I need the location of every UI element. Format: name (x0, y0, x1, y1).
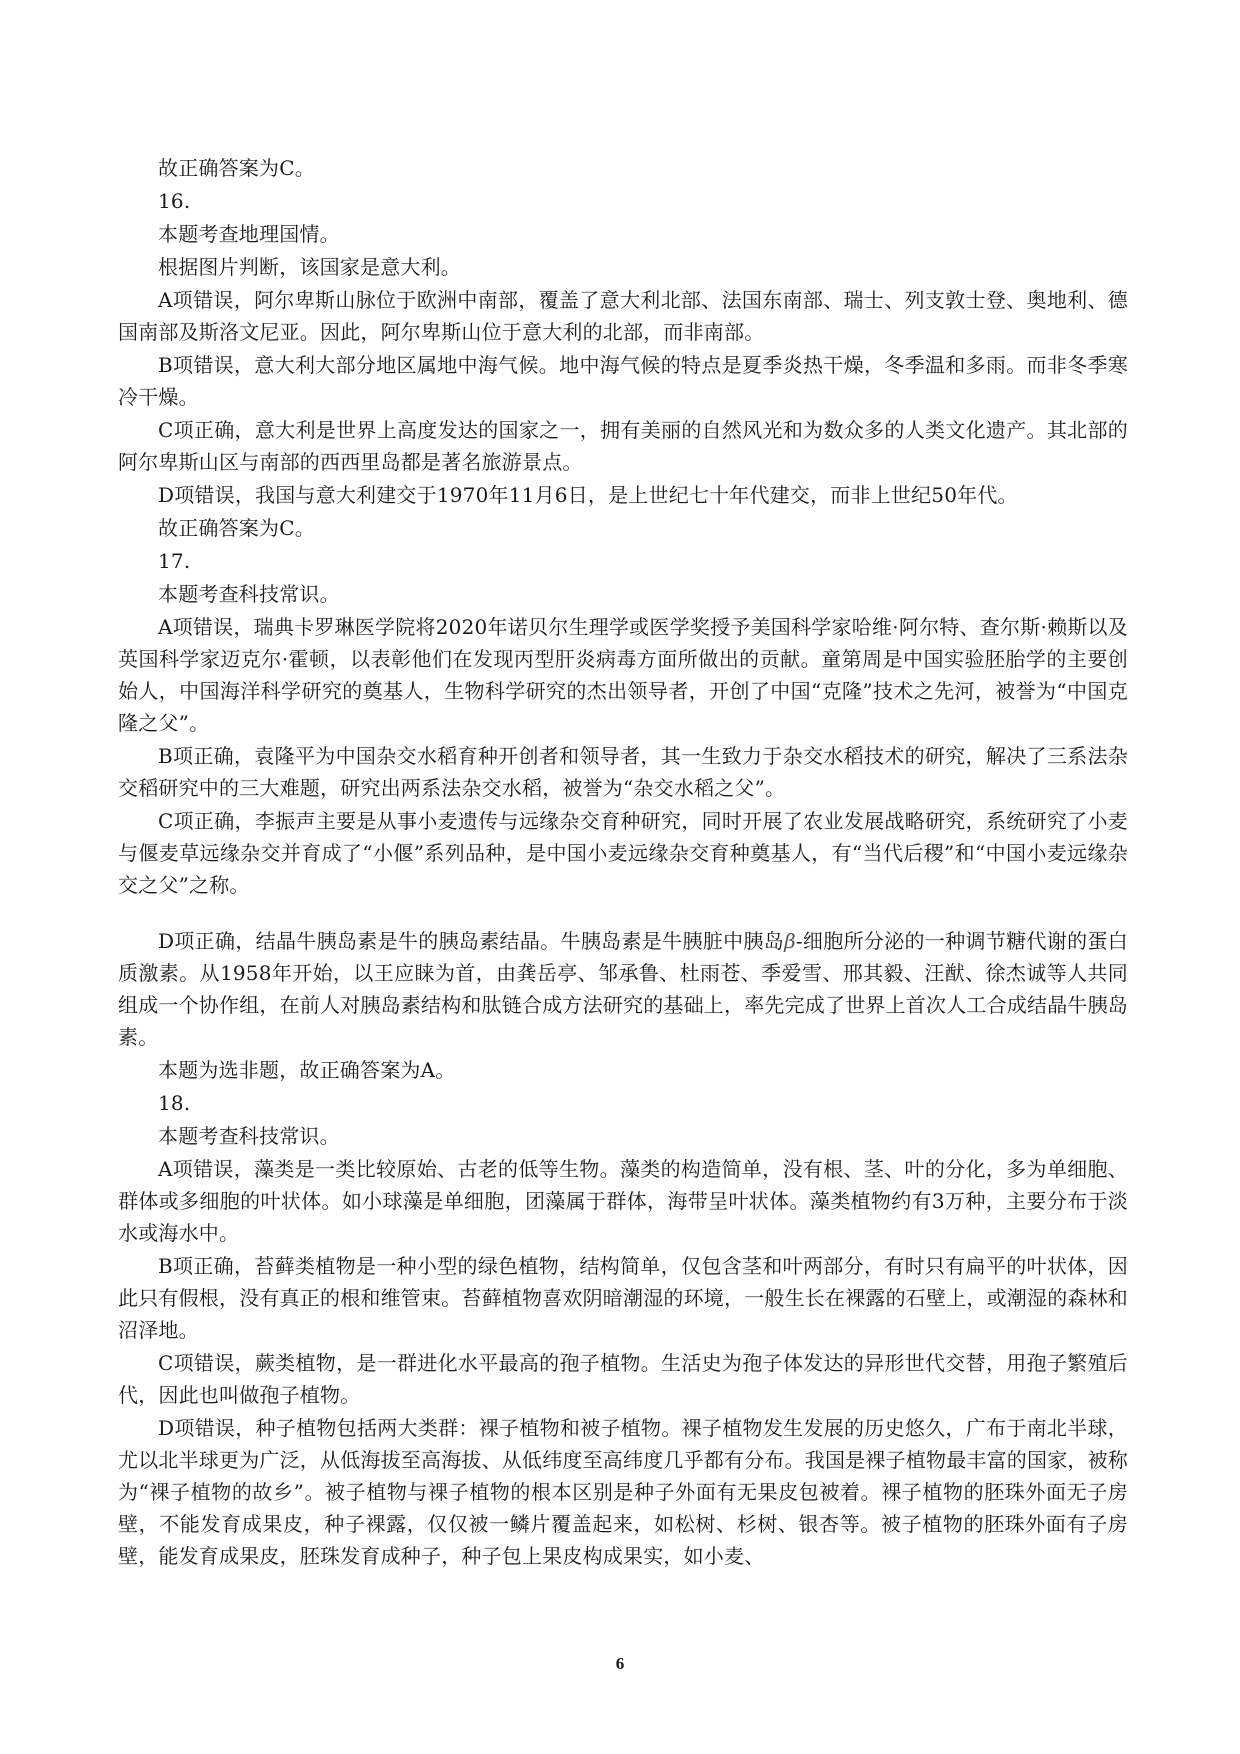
document-body (118, 152, 1128, 1573)
paragraph-option-c-17: C项正确，李振声主要是从事小麦遗传与远缘杂交育种研究，同时开展了农业发展战略研究，系统研究了小麦与偃麦草远缘杂交并育成了“小偃”系列品种，是中国小麦远缘杂交育种奠基人，有“当代后稷”和“中国小麦远缘杂交之父”之称。 (118, 809, 1128, 897)
insulin-text-end: -细胞所分泌的一种调节糖代谢的蛋白质激素。从1958年开始，以王应睐为首，由龚岳亭、邹承鲁、杜雨苍、季爱雪、邢其毅、汪猷、徐杰诚等人共同组成一个协作组，在前人对胰岛素结构和肽链合成方法研究的基础上，率先完成了世界上首次人工合成结晶牛胰岛素。 (118, 929, 1128, 1049)
paragraph-option-b-17: B项正确，袁隆平为中国杂交水稻育种开创者和领导者，其一生致力于杂交水稻技术的研究，解决了三系法杂交稻研究中的三大难题，研究出两系法杂交水稻，被誉为“杂交水稻之父”。 (118, 744, 1128, 800)
beta-symbol: β (784, 929, 796, 953)
paragraph-option-d-18: D项错误，种子植物包括两大类群：裸子植物和被子植物。裸子植物发生发展的历史悠久，广布于南北半球，尤以北半球更为广泛，从低海拔至高海拔、从低纬度至高纬度几乎都有分布。我国是裸子植物最丰富的国家，被称为“裸子植物的故乡”。被子植物与裸子植物的根本区别是种子外面有无果皮包被着。裸子植物的胚珠外面无子房壁，不能发育成果皮，种子裸露，仅仅被一鳞片覆盖起来，如松树、杉树、银杏等。被子植物的胚珠外面有子房壁，能发育成果皮，胚珠发育成种子，种子包上果皮构成果实，如小麦、 (118, 1416, 1128, 1568)
paragraph-option-a-17: A项错误，瑞典卡罗琳医学院将2020年诺贝尔生理学或医学奖授予美国科学家哈维·阿尔特、查尔斯·赖斯以及英国科学家迈克尔·霍顿，以表彰他们在发现丙型肝炎病毒方面所做出的贡献。童第周是中国实验胚胎学的主要创始人，中国海洋科学研究的奠基人，生物科学研究的杰出领导者，开创了中国“克隆”技术之先河，被誉为“中国克隆之父”。 (118, 615, 1128, 735)
paragraph-topic-18: 本题考查科技常识。 (158, 1124, 340, 1148)
paragraph-option-b-18: B项正确，苔藓类植物是一种小型的绿色植物，结构简单，仅包含茎和叶两部分，有时只有扁平的叶状体，因此只有假根，没有真正的根和维管束。苔藓植物喜欢阴暗潮湿的环境，一般生长在裸露的石壁上，或潮湿的森林和沼泽地。 (118, 1254, 1128, 1342)
paragraph-option-d-17 (118, 925, 1128, 1053)
paragraph-option-a-18: A项错误，藻类是一类比较原始、古老的低等生物。藻类的构造简单，没有根、茎、叶的分化，多为单细胞、群体或多细胞的叶状体。如小球藻是单细胞，团藻属于群体，海带呈叶状体。藻类植物约有3万种，主要分布于淡水或海水中。 (118, 1157, 1128, 1245)
question-number-16: 16. (158, 189, 191, 213)
paragraph-option-c-16: C项正确，意大利是世界上高度发达的国家之一，拥有美丽的自然风光和为数众多的人类文化遗产。其北部的阿尔卑斯山区与南部的西西里岛都是著名旅游景点。 (118, 418, 1128, 474)
paragraph-option-b-16: B项错误，意大利大部分地区属地中海气候。地中海气候的特点是夏季炎热干燥，冬季温和多雨。而非冬季寒冷干燥。 (118, 353, 1128, 409)
paragraph-option-d-16: D项错误，我国与意大利建交于1970年11月6日，是上世纪七十年代建交，而非上世纪50年代。 (158, 483, 1018, 507)
page-number: 6 (615, 1654, 625, 1673)
paragraph-topic-17: 本题考查科技常识。 (158, 582, 340, 606)
insulin-text-start: D项正确，结晶牛胰岛素是牛的胰岛素结晶。牛胰岛素是牛胰脏中胰岛 (158, 929, 785, 953)
paragraph-answer-17: 本题为选非题，故正确答案为A。 (158, 1058, 456, 1082)
paragraph-option-c-18: C项错误，蕨类植物，是一群进化水平最高的孢子植物。生活史为孢子体发达的异形世代交替，用孢子繁殖后代，因此也叫做孢子植物。 (118, 1351, 1128, 1407)
question-number-18: 18. (158, 1091, 191, 1115)
paragraph-answer-15: 故正确答案为C。 (158, 156, 315, 180)
paragraph-option-a-16: A项错误，阿尔卑斯山脉位于欧洲中南部，覆盖了意大利北部、法国东南部、瑞士、列支敦士登、奥地利、德国南部及斯洛文尼亚。因此，阿尔卑斯山位于意大利的北部，而非南部。 (118, 288, 1128, 344)
paragraph-answer-16: 故正确答案为C。 (158, 516, 315, 540)
paragraph-topic-16: 本题考查地理国情。 (158, 222, 340, 246)
paragraph-judgment-16: 根据图片判断，该国家是意大利。 (158, 255, 461, 279)
question-number-17: 17. (158, 549, 191, 573)
